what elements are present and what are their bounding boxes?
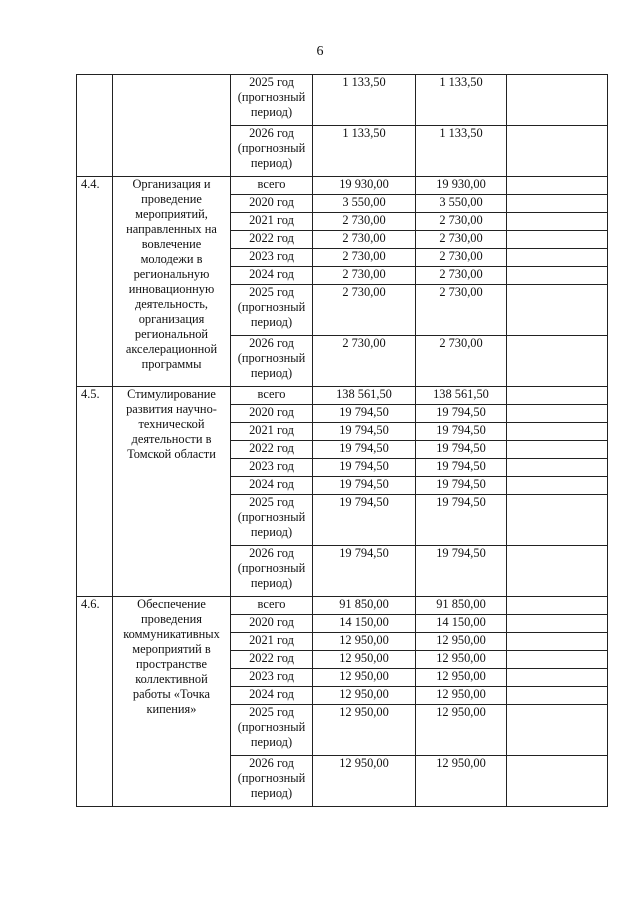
period-cell: 2026 год (прогнозный период) xyxy=(231,546,313,597)
item-number: 4.6. xyxy=(77,597,113,807)
period-cell: 2022 год xyxy=(231,441,313,459)
period-cell: 2023 год xyxy=(231,459,313,477)
period-cell: 2025 год (прогнозный период) xyxy=(231,495,313,546)
value-cell: 138 561,50 xyxy=(313,387,416,405)
item-number: 4.5. xyxy=(77,387,113,597)
table-body xyxy=(77,75,608,807)
period-cell: 2024 год xyxy=(231,267,313,285)
empty-cell xyxy=(507,705,608,756)
value-cell: 19 794,50 xyxy=(416,405,507,423)
value-cell: 12 950,00 xyxy=(416,705,507,756)
value-cell: 19 794,50 xyxy=(416,495,507,546)
value-cell: 12 950,00 xyxy=(313,651,416,669)
period-cell: 2026 год (прогнозный период) xyxy=(231,756,313,807)
value-cell: 19 794,50 xyxy=(313,405,416,423)
value-cell: 12 950,00 xyxy=(416,756,507,807)
empty-cell xyxy=(507,597,608,615)
value-cell: 19 794,50 xyxy=(313,546,416,597)
value-cell: 91 850,00 xyxy=(313,597,416,615)
table-row xyxy=(77,177,608,195)
period-cell: 2025 год (прогнозный период) xyxy=(231,75,313,126)
item-number: 4.4. xyxy=(77,177,113,387)
empty-cell xyxy=(507,615,608,633)
period-cell: 2026 год (прогнозный период) xyxy=(231,126,313,177)
empty-cell xyxy=(507,669,608,687)
value-cell: 12 950,00 xyxy=(313,705,416,756)
value-cell: 1 133,50 xyxy=(313,126,416,177)
period-cell: 2020 год xyxy=(231,195,313,213)
empty-cell xyxy=(507,423,608,441)
value-cell: 19 794,50 xyxy=(313,495,416,546)
value-cell: 12 950,00 xyxy=(416,687,507,705)
period-cell: 2025 год (прогнозный период) xyxy=(231,285,313,336)
empty-cell xyxy=(507,267,608,285)
value-cell: 19 794,50 xyxy=(313,477,416,495)
period-cell: 2021 год xyxy=(231,423,313,441)
value-cell: 1 133,50 xyxy=(416,126,507,177)
value-cell: 1 133,50 xyxy=(313,75,416,126)
empty-cell xyxy=(507,387,608,405)
value-cell: 19 794,50 xyxy=(313,441,416,459)
value-cell: 2 730,00 xyxy=(416,285,507,336)
number-cell xyxy=(77,75,113,177)
period-cell: 2020 год xyxy=(231,405,313,423)
value-cell: 138 561,50 xyxy=(416,387,507,405)
value-cell: 19 794,50 xyxy=(416,441,507,459)
period-cell: 2023 год xyxy=(231,249,313,267)
page-number: 6 xyxy=(316,44,324,59)
empty-cell xyxy=(507,495,608,546)
value-cell: 12 950,00 xyxy=(416,633,507,651)
empty-cell xyxy=(507,213,608,231)
period-cell: всего xyxy=(231,597,313,615)
period-cell: 2023 год xyxy=(231,669,313,687)
value-cell: 2 730,00 xyxy=(313,267,416,285)
value-cell: 2 730,00 xyxy=(416,249,507,267)
period-cell: всего xyxy=(231,177,313,195)
value-cell: 19 930,00 xyxy=(416,177,507,195)
empty-cell xyxy=(507,405,608,423)
value-cell: 14 150,00 xyxy=(313,615,416,633)
budget-table xyxy=(76,74,608,807)
empty-cell xyxy=(507,477,608,495)
empty-cell xyxy=(507,249,608,267)
empty-cell xyxy=(507,441,608,459)
empty-cell xyxy=(507,459,608,477)
value-cell: 2 730,00 xyxy=(313,213,416,231)
value-cell: 19 794,50 xyxy=(416,459,507,477)
empty-cell xyxy=(507,285,608,336)
empty-cell xyxy=(507,546,608,597)
value-cell: 19 794,50 xyxy=(313,423,416,441)
value-cell: 3 550,00 xyxy=(313,195,416,213)
value-cell: 12 950,00 xyxy=(416,669,507,687)
value-cell: 2 730,00 xyxy=(416,231,507,249)
value-cell: 2 730,00 xyxy=(416,267,507,285)
empty-cell xyxy=(507,651,608,669)
empty-cell xyxy=(507,336,608,387)
value-cell: 19 794,50 xyxy=(313,459,416,477)
period-cell: 2020 год xyxy=(231,615,313,633)
item-name: Стимулирование развития научно-технической деятельности в Томской области xyxy=(113,387,231,597)
value-cell: 91 850,00 xyxy=(416,597,507,615)
period-cell: 2022 год xyxy=(231,651,313,669)
value-cell: 12 950,00 xyxy=(313,687,416,705)
table-row xyxy=(77,597,608,615)
name-cell xyxy=(113,75,231,177)
value-cell: 12 950,00 xyxy=(313,669,416,687)
value-cell: 12 950,00 xyxy=(313,633,416,651)
value-cell: 12 950,00 xyxy=(313,756,416,807)
period-cell: 2025 год (прогнозный период) xyxy=(231,705,313,756)
empty-cell xyxy=(507,231,608,249)
value-cell: 14 150,00 xyxy=(416,615,507,633)
period-cell: 2021 год xyxy=(231,213,313,231)
empty-cell xyxy=(507,177,608,195)
value-cell: 2 730,00 xyxy=(313,285,416,336)
period-cell: 2024 год xyxy=(231,687,313,705)
period-cell: 2026 год (прогнозный период) xyxy=(231,336,313,387)
value-cell: 19 930,00 xyxy=(313,177,416,195)
value-cell: 19 794,50 xyxy=(416,477,507,495)
value-cell: 19 794,50 xyxy=(416,423,507,441)
value-cell: 12 950,00 xyxy=(416,651,507,669)
table-row xyxy=(77,75,608,126)
empty-cell xyxy=(507,75,608,126)
value-cell: 1 133,50 xyxy=(416,75,507,126)
value-cell: 2 730,00 xyxy=(416,213,507,231)
value-cell: 2 730,00 xyxy=(313,231,416,249)
period-cell: 2024 год xyxy=(231,477,313,495)
value-cell: 2 730,00 xyxy=(313,249,416,267)
value-cell: 19 794,50 xyxy=(416,546,507,597)
empty-cell xyxy=(507,633,608,651)
item-name: Организация и проведение мероприятий, направленных на вовлечение молодежи в региональную инновационную деятельность, организация региональной акселерационной программы xyxy=(113,177,231,387)
item-name: Обеспечение проведения коммуникативных мероприятий в пространстве коллективной работы «Точка кипения» xyxy=(113,597,231,807)
value-cell: 2 730,00 xyxy=(416,336,507,387)
empty-cell xyxy=(507,687,608,705)
empty-cell xyxy=(507,195,608,213)
period-cell: 2021 год xyxy=(231,633,313,651)
empty-cell xyxy=(507,756,608,807)
period-cell: всего xyxy=(231,387,313,405)
value-cell: 2 730,00 xyxy=(313,336,416,387)
period-cell: 2022 год xyxy=(231,231,313,249)
value-cell: 3 550,00 xyxy=(416,195,507,213)
table-row xyxy=(77,387,608,405)
empty-cell xyxy=(507,126,608,177)
